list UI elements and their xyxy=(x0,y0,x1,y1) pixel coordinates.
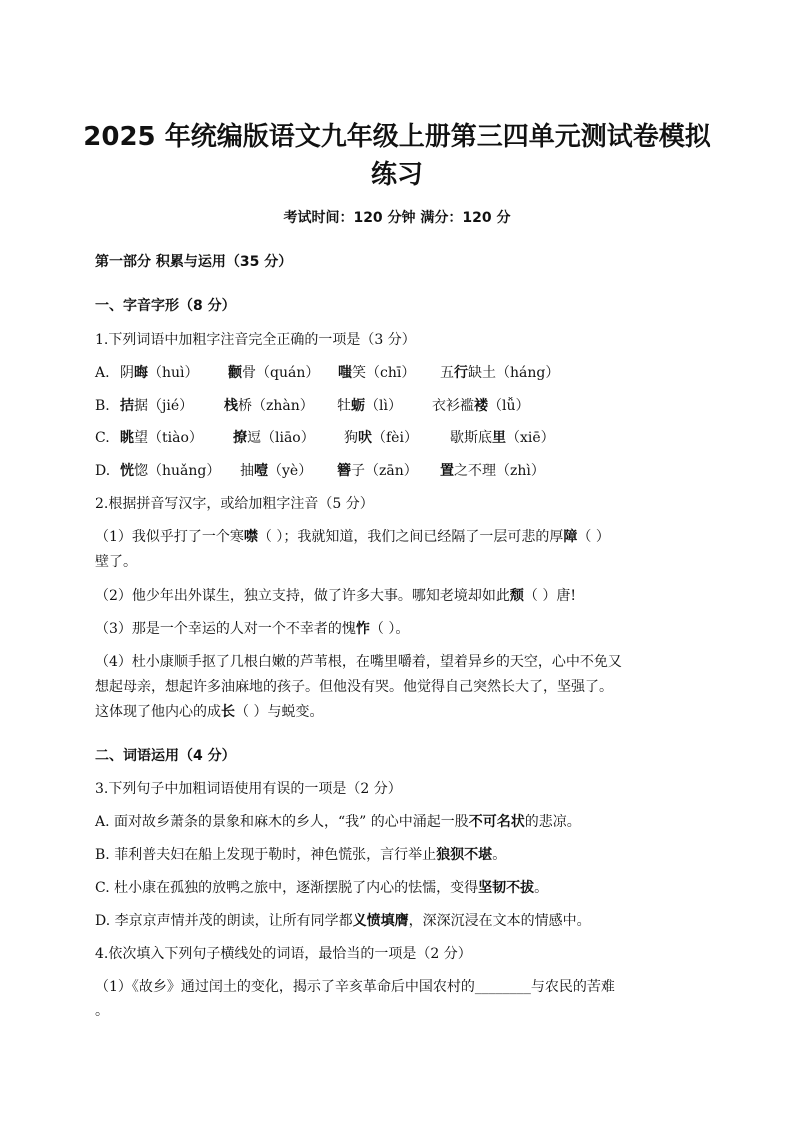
option-item: 簪子（zān） xyxy=(337,463,418,479)
page-title: 2025 年统编版语文九年级上册第三四单元测试卷模拟练习 xyxy=(83,122,711,190)
option-item: 抽噎（yè） xyxy=(240,463,313,479)
question-1-stem: 1.下列词语中加粗字注音完全正确的一项是（3 分） xyxy=(95,332,416,348)
option-item: 牡蛎（lì） xyxy=(337,398,402,414)
exam-info: 考试时间：120 分钟 满分：120 分 xyxy=(283,210,511,226)
question-2-stem: 2.根据拼音写汉字，或给加粗字注音（5 分） xyxy=(95,496,374,512)
option-item: 五行缺土（háng） xyxy=(440,365,560,381)
q1-option-c xyxy=(95,428,705,448)
q3-option-a: A. 面对故乡萧条的景象和麻木的乡人，“我” 的心中涌起一股不可名状的悲凉。 xyxy=(95,814,581,830)
q4-sentence-1: （1）《故乡》通过闰土的变化，揭示了辛亥革命后中国农村的________与农民的苦难 xyxy=(95,979,615,995)
option-label: D. xyxy=(95,463,111,479)
option-item: 恍惚（huǎng） xyxy=(120,463,221,479)
q2-sentence-4-line-3: 这体现了他内心的成长（ ）与蜕变。 xyxy=(95,704,324,720)
option-item: 栈桥（zhàn） xyxy=(224,398,314,414)
q3-option-b: B. 菲利普夫妇在船上发现于勒时，神色慌张，言行举止狼狈不堪。 xyxy=(95,847,507,863)
option-label: C. xyxy=(95,430,110,446)
q1-option-a xyxy=(95,363,705,383)
section-heading-1: 一、字音字形（8 分） xyxy=(95,298,236,314)
option-item: 衣衫褴褛（lǚ） xyxy=(432,398,530,414)
option-item: 歇斯底里（xiē） xyxy=(450,430,555,446)
q2-sentence-2: （2）他少年出外谋生，独立支持，做了许多大事。哪知老境却如此颓（ ）唐! xyxy=(95,588,576,604)
q2-sentence-1-cont: 壁了。 xyxy=(95,554,137,570)
option-item: 狗吠（fèi） xyxy=(344,430,418,446)
q3-option-d: D. 李京京声情并茂的朗读，让所有同学都义愤填膺，深深沉浸在文本的情感中。 xyxy=(95,913,591,929)
option-item: 阴晦（huì） xyxy=(120,365,199,381)
option-item: 拮据（jié） xyxy=(120,398,194,414)
q4-sentence-1-cont: 。 xyxy=(95,1003,109,1019)
question-3-stem: 3.下列句子中加粗词语使用有误的一项是（2 分） xyxy=(95,781,402,797)
option-item: 眺望（tiào） xyxy=(120,430,203,446)
q1-option-d xyxy=(95,461,705,481)
question-4-stem: 4.依次填入下列句子横线处的词语，最恰当的一项是（2 分） xyxy=(95,946,472,962)
q2-sentence-4-line-2: 想起母亲，想起许多油麻地的孩子。但他没有哭。他觉得自己突然长大了，坚强了。 xyxy=(95,679,613,695)
q2-sentence-4-line-1: （4）杜小康顺手抠了几根白嫩的芦苇根，在嘴里嚼着，望着异乡的天空，心中不免又 xyxy=(95,654,622,670)
option-label: B. xyxy=(95,398,110,414)
part-heading: 第一部分 积累与运用（35 分） xyxy=(95,254,293,270)
q2-sentence-1: （1）我似乎打了一个寒噤（ ）；我就知道，我们之间已经隔了一层可悲的厚障（ ） xyxy=(95,529,610,545)
option-item: 撩逗（liāo） xyxy=(233,430,315,446)
option-item: 颧骨（quán） xyxy=(228,365,320,381)
option-item: 嗤笑（chī） xyxy=(338,365,416,381)
q2-sentence-3: （3）那是一个幸运的人对一个不幸者的愧怍（ ）。 xyxy=(95,621,410,637)
section-heading-2: 二、词语运用（4 分） xyxy=(95,748,236,764)
q3-option-c: C. 杜小康在孤独的放鸭之旅中，逐渐摆脱了内心的怯懦，变得坚韧不拔。 xyxy=(95,880,549,896)
q1-option-b xyxy=(95,396,705,416)
option-label: A. xyxy=(95,365,110,381)
option-item: 置之不理（zhì） xyxy=(440,463,545,479)
